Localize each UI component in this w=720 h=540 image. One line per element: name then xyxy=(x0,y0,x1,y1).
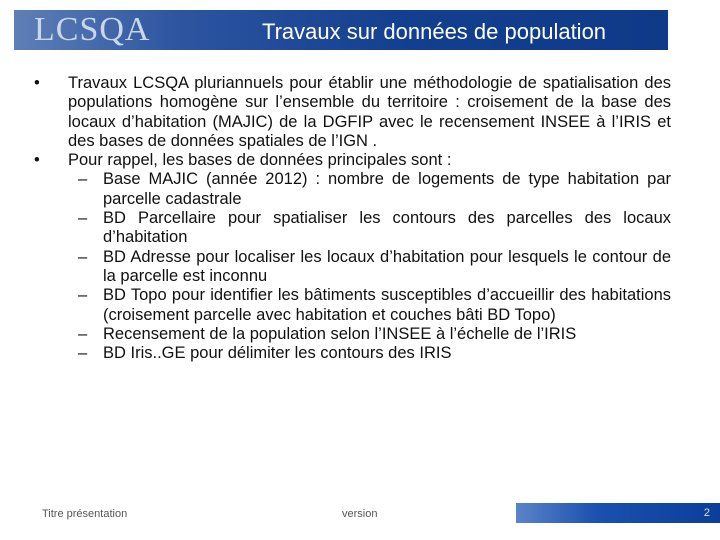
bullet-item: • Pour rappel, les bases de données principales sont : xyxy=(34,151,671,170)
lcsqa-logo: LCSQA xyxy=(34,11,151,48)
sub-bullet-item: – Recensement de la population selon l’INSEE à l’échelle de l’IRIS xyxy=(34,325,671,344)
bullet-item: • Travaux LCSQA pluriannuels pour établir une méthodologie de spatialisation des populations homogène sur l’ensemble du territoire : croisement de la base des locaux d’habitation (MAJIC) de la DGFIP avec le recensement INSEE à l’IRIS et des bases de données spatiales de l’IGN . xyxy=(34,74,671,151)
slide-title: Travaux sur données de population xyxy=(261,19,607,44)
page-number: 2 xyxy=(703,507,710,519)
header-banner xyxy=(14,10,668,50)
footer-version: version xyxy=(342,508,378,520)
sub-bullet-item: – BD Parcellaire pour spatialiser les contours des parcelles des locaux d’habitation xyxy=(34,209,671,248)
footer-presentation-title: Titre présentation xyxy=(42,508,128,520)
sub-bullet-item: – BD Adresse pour localiser les locaux d’habitation pour lesquels le contour de la parcelle est inconnu xyxy=(34,248,671,287)
sub-bullet-item: – Base MAJIC (année 2012) : nombre de logements de type habitation par parcelle cadastrale xyxy=(34,170,671,209)
footer-bar xyxy=(516,503,720,523)
sub-bullet-item: – BD Topo pour identifier les bâtiments susceptibles d’accueillir des habitations (croisement parcelle avec habitation et couches bâti BD Topo) xyxy=(34,286,671,325)
sub-bullet-item: – BD Iris..GE pour délimiter les contours des IRIS xyxy=(34,344,671,363)
slide-content xyxy=(34,74,671,363)
